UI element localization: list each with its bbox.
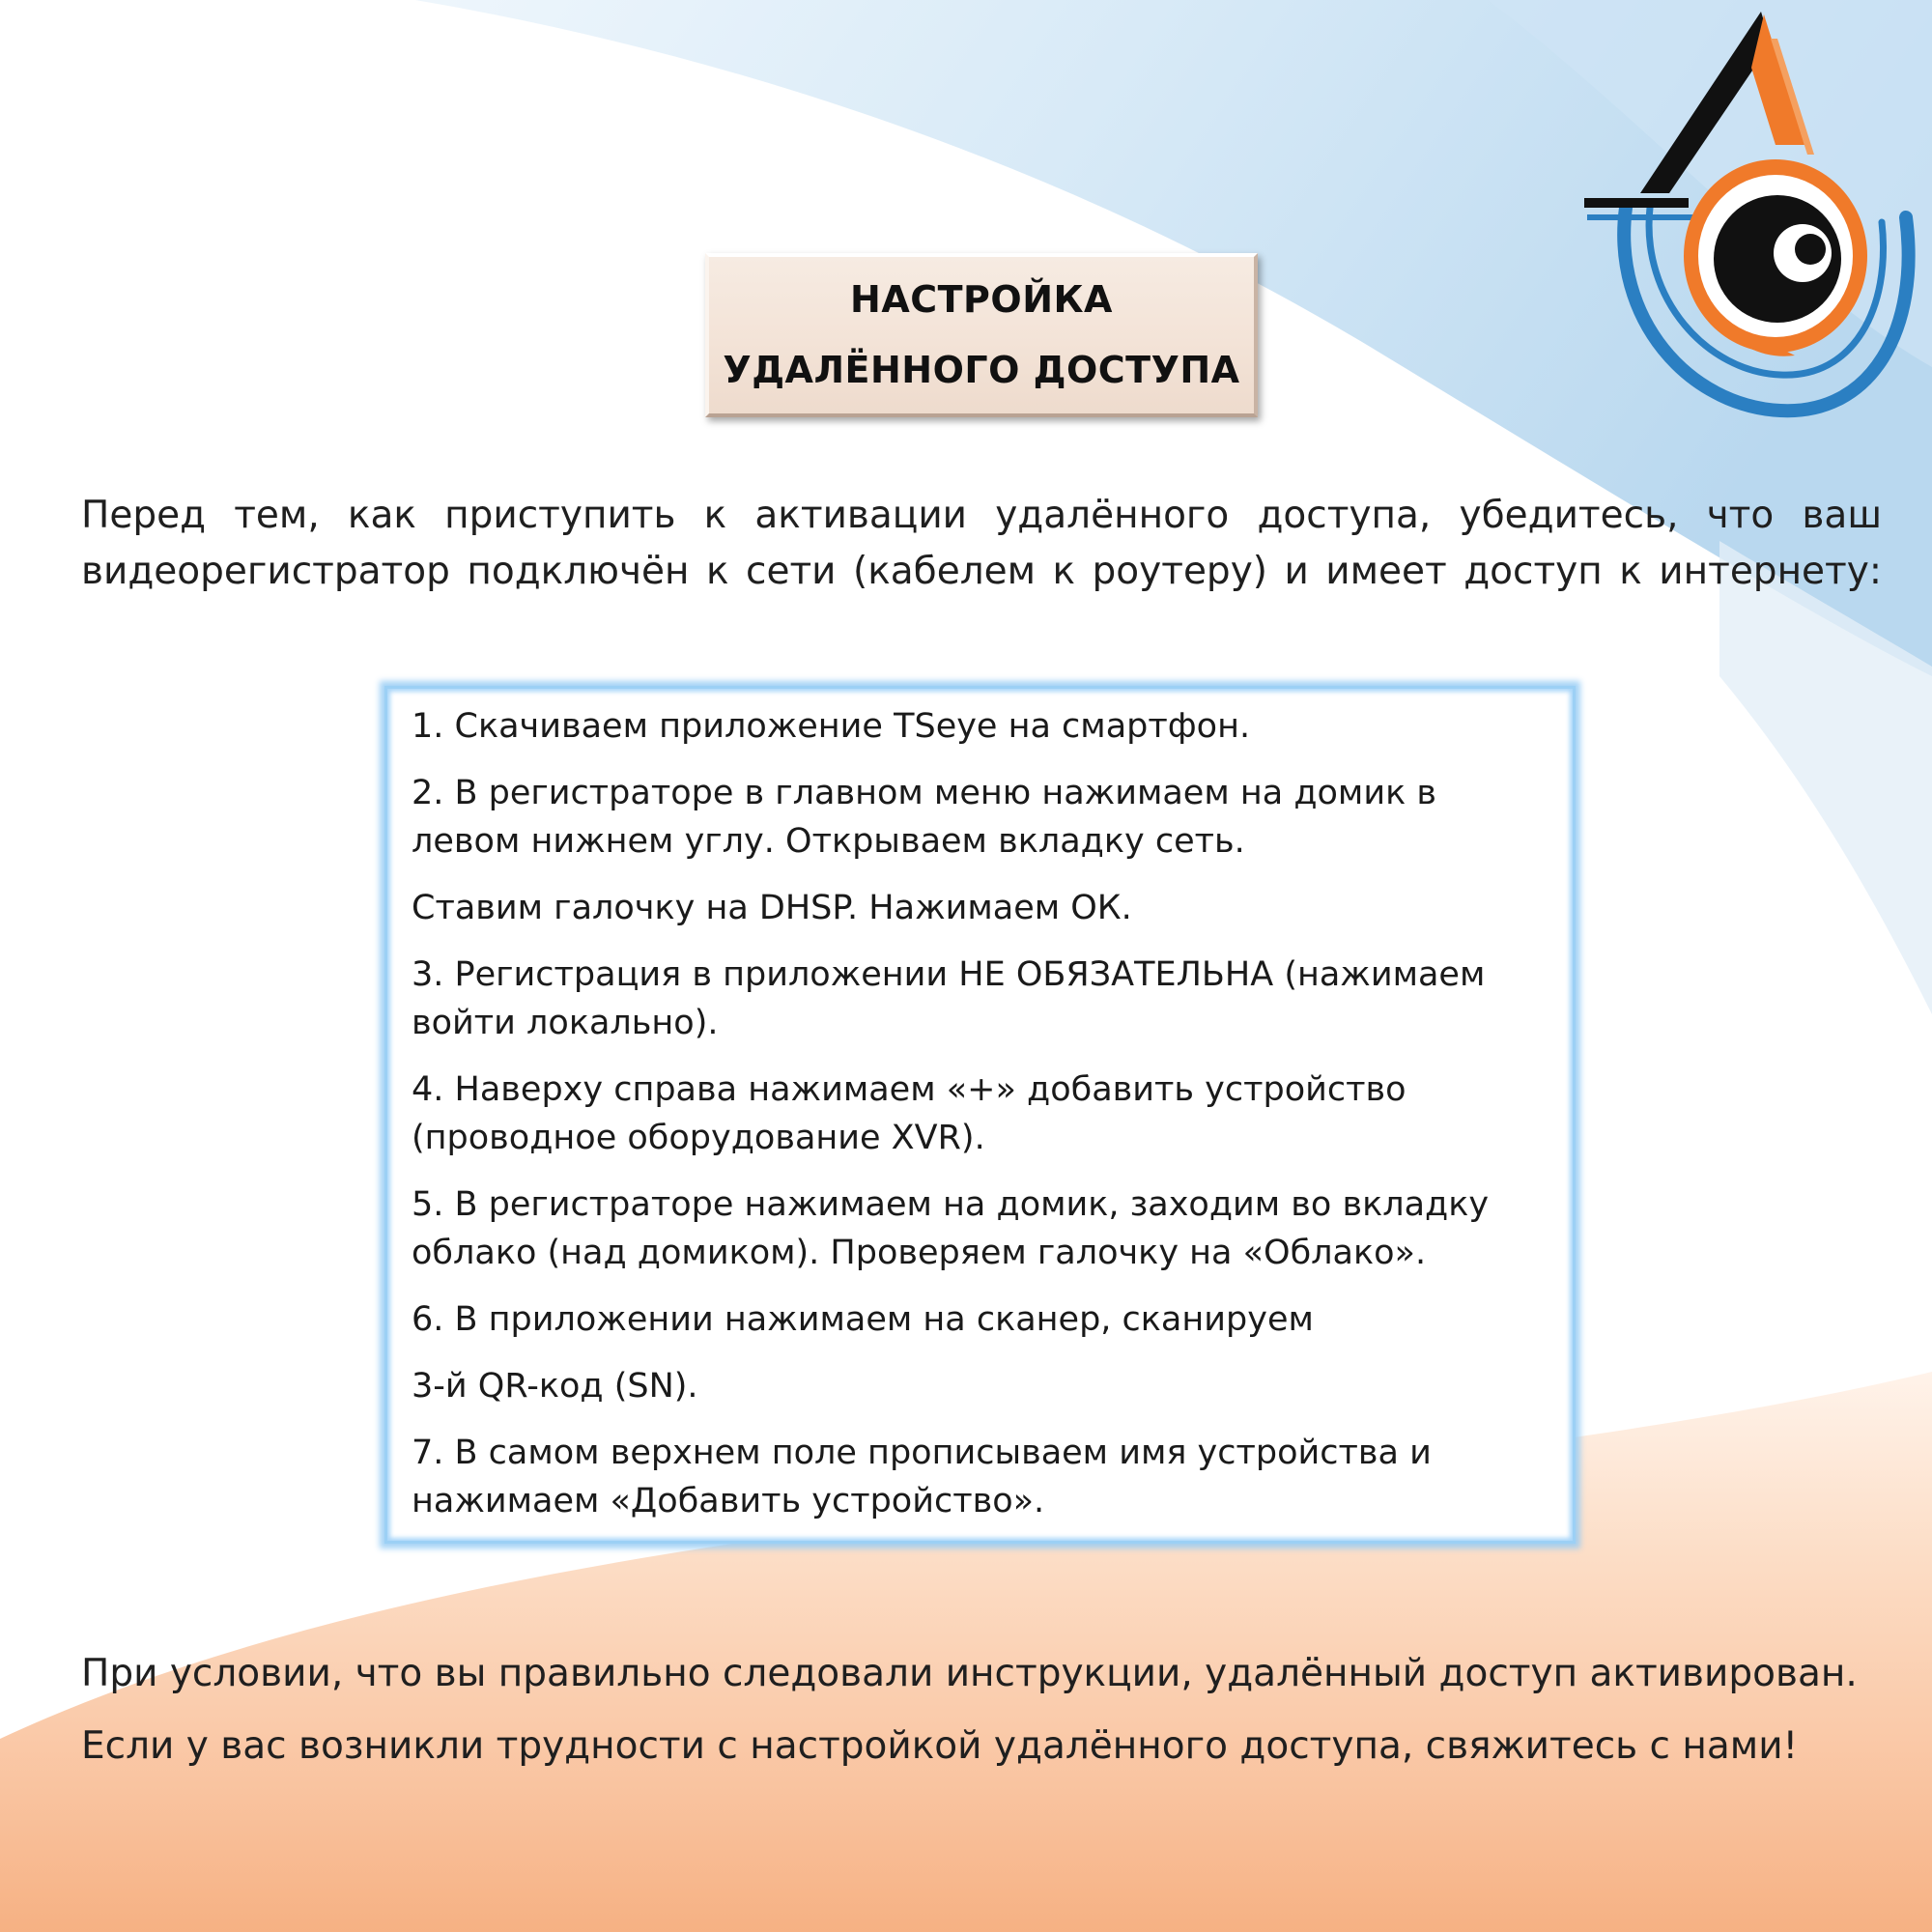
step-item: 7. В самом верхнем поле прописываем имя устройства и нажимаем «Добавить устройство».	[412, 1434, 1432, 1520]
intro-line-2: видеорегистратор подключён к сети (кабелем к роутеру) и имеет доступ к интернету:	[81, 550, 1882, 593]
step-item: Ставим галочку на DHSP. Нажимаем ОК.	[412, 889, 1132, 927]
title-box	[705, 253, 1258, 417]
step-item: 6. В приложении нажимаем на сканер, сканируем	[412, 1300, 1314, 1339]
closing-line-2: Если у вас возникли трудности с настройкой удалённого доступа, свяжитесь с нами!	[81, 1724, 1799, 1768]
step-item: 1. Скачиваем приложение TSeye на смартфон.	[412, 707, 1251, 746]
step-item: 4. Наверху справа нажимаем «+» добавить устройство (проводное оборудование XVR).	[412, 1070, 1406, 1157]
step-item: 5. В регистраторе нажимаем на домик, заходим во вкладку облако (над домиком). Проверяем галочку на «Облако».	[412, 1185, 1490, 1272]
title-line-2: УДАЛЁННОГО ДОСТУПА	[723, 349, 1240, 391]
step-item: 3. Регистрация в приложении НЕ ОБЯЗАТЕЛЬНА (нажимаем войти локально).	[412, 955, 1486, 1042]
title-line-1: НАСТРОЙКА	[850, 278, 1113, 321]
step-item: 3-й QR-код (SN).	[412, 1367, 698, 1406]
logo-icon	[1573, 0, 1932, 425]
closing-text	[81, 1637, 1907, 1782]
closing-line-1: При условии, что вы правильно следовали инструкции, удалённый доступ активирован.	[81, 1652, 1858, 1695]
intro-line-1: Перед тем, как приступить к активации удалённого доступа, убедитесь, что ваш	[81, 494, 1882, 537]
step-item: 2. В регистраторе в главном меню нажимаем на домик в левом нижнем углу. Открываем вкладку сеть.	[412, 774, 1436, 861]
intro-paragraph	[81, 488, 1882, 600]
steps-box	[384, 686, 1576, 1544]
